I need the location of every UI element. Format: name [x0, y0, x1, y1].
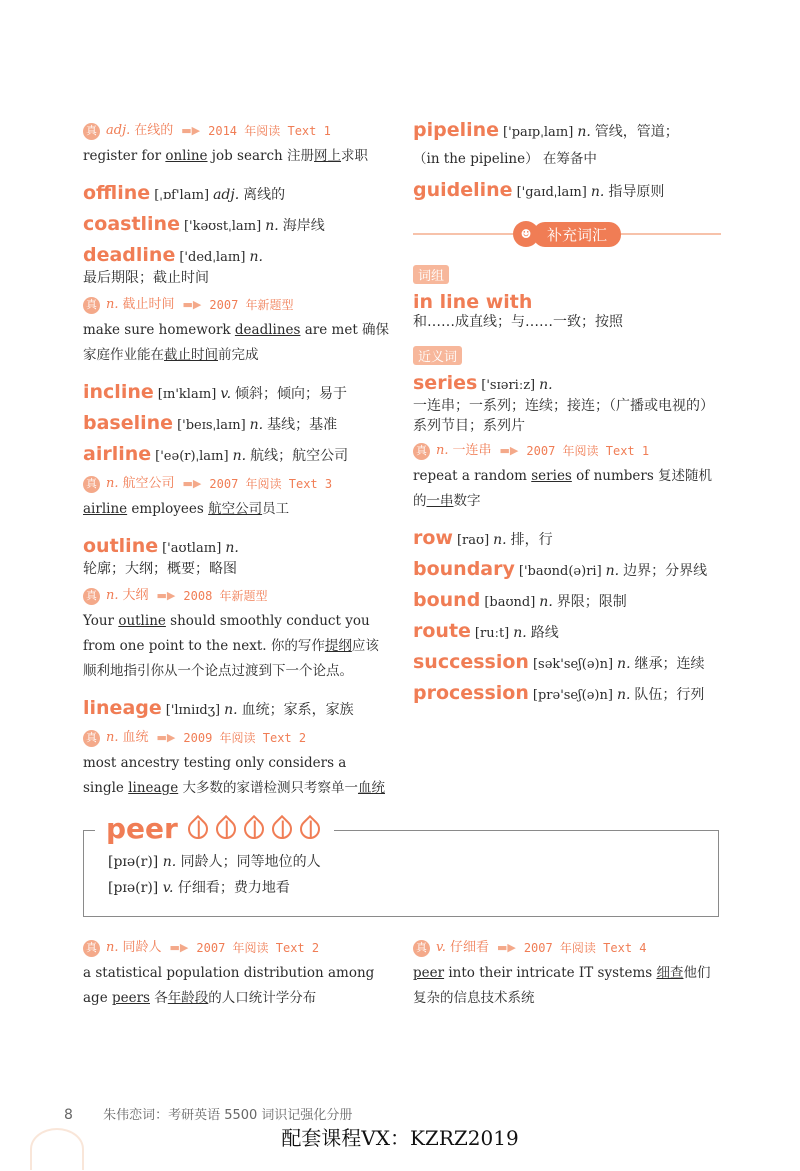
example-sentence: peer into their intricate IT systems 细查他们复杂的信息技术系统	[413, 965, 711, 1006]
exam-badge: 真	[83, 588, 100, 605]
arrow-icon: ▬▶	[496, 941, 516, 954]
arrow-icon: ▬▶	[182, 477, 202, 490]
source-line: 真 adj. 在线的 ▬▶ 2014 年阅读 Text 1	[83, 122, 391, 140]
leaf-icon	[240, 814, 268, 842]
source-line: 真 n. 血统 ▬▶ 2009 年阅读 Text 2	[83, 729, 391, 747]
example-sentence: most ancestry testing only considers a single lineage 大多数的家谱检测只考察单一血统	[83, 755, 385, 796]
entry-procession: procession [prə'seʃ(ə)n] n. 队伍；行列	[413, 682, 705, 704]
entry-coastline: coastline ['kəʊstˌlaɪn] n. 海岸线	[83, 213, 325, 235]
book-title: 朱伟恋词：考研英语 5500 词识记强化分册	[103, 1108, 353, 1123]
owl-icon: ☻	[513, 221, 539, 247]
left-column	[83, 120, 391, 815]
exam-badge: 真	[83, 476, 100, 493]
divider	[300, 830, 718, 831]
watermark-text: 配套课程VX：KZRZ2019	[281, 1126, 519, 1150]
entry-airline: airline ['eə(r)ˌlaɪn] n. 航线；航空公司	[83, 443, 349, 465]
divider	[621, 233, 721, 235]
exam-badge: 真	[413, 443, 430, 460]
exam-badge: 真	[83, 123, 100, 140]
leaf-icon	[184, 814, 212, 842]
entry-guideline: guideline ['gaɪdˌlaɪn] n. 指导原则	[413, 179, 665, 201]
example-sentence: make sure homework deadlines are met 确保家庭作业能在截止时间前完成	[83, 322, 390, 363]
arrow-icon: ▬▶	[182, 298, 202, 311]
arrow-icon: ▬▶	[156, 589, 176, 602]
exam-badge: 真	[83, 940, 100, 957]
entry-lineage: lineage ['lɪniɪdʒ] n. 血统；家系，家族	[83, 697, 354, 719]
arrow-icon: ▬▶	[169, 941, 189, 954]
pipeline-phrase: （in the pipeline） 在筹备中	[413, 151, 597, 167]
example-sentence: register for online job search 注册网上求职	[83, 148, 369, 164]
entry-deadline: deadline ['dedˌlaɪn] n. 最后期限；截止时间	[83, 244, 263, 286]
arrow-icon: ▬▶	[156, 731, 176, 744]
exam-badge: 真	[83, 730, 100, 747]
entry-row: row [raʊ] n. 排，行	[413, 527, 553, 549]
arrow-icon: ▬▶	[499, 444, 519, 457]
entry-route: route [ruːt] n. 路线	[413, 620, 559, 642]
peer-def-verb: [pɪə(r)] v. 仔细看；费力地看	[108, 880, 290, 896]
example-sentence: Your outline should smoothly conduct you from one point to the next. 你的写作提纲应该顺利地指引你从一个论点过渡到下一个论点。	[83, 613, 379, 679]
peer-word: peer	[106, 812, 178, 845]
supplement-banner	[413, 221, 721, 247]
peer-def-noun: [pɪə(r)] n. 同龄人；同等地位的人	[108, 854, 321, 870]
source-line: 真 n. 航空公司 ▬▶ 2007 年阅读 Text 3	[83, 475, 391, 493]
example-sentence: repeat a random series of numbers 复述随机的一串数字	[413, 468, 713, 509]
source-line: 真 v. 仔细看 ▬▶ 2007 年阅读 Text 4	[413, 939, 721, 957]
peer-example-noun	[83, 937, 391, 1025]
entry-boundary: boundary ['baʊnd(ə)ri] n. 边界；分界线	[413, 558, 708, 580]
entry-series: series ['sɪəriːz] n. 一连串；一系列；连续；接连；（广播或电视的）系列节目；系列片	[413, 372, 714, 434]
entry-incline: incline [ɪn'klaɪn] v. 倾斜；倾向；易于	[83, 381, 348, 403]
exam-badge: 真	[413, 940, 430, 957]
entry-bound: bound [baʊnd] n. 界限；限制	[413, 589, 627, 611]
peer-example-verb	[413, 937, 721, 1025]
divider	[83, 830, 95, 831]
tag-synonym: 近义词	[413, 346, 462, 365]
source-line: 真 n. 一连串 ▬▶ 2007 年阅读 Text 1	[413, 442, 721, 460]
leaf-icon	[296, 814, 324, 842]
source-line: 真 n. 同龄人 ▬▶ 2007 年阅读 Text 2	[83, 939, 391, 957]
entry-succession: succession [sək'seʃ(ə)n] n. 继承；连续	[413, 651, 705, 673]
peer-heading	[96, 812, 334, 845]
entry-offline: offline [ˌɒf'laɪn] adj. 离线的	[83, 182, 286, 204]
divider	[413, 233, 513, 235]
example-sentence: airline employees 航空公司员工	[83, 501, 290, 517]
entry-in-line-with: in line with 和……成直线；与……一致；按照	[413, 291, 623, 330]
example-sentence: a statistical population distribution among age peers 各年龄段的人口统计学分布	[83, 965, 375, 1006]
entry-baseline: baseline ['beɪsˌlaɪn] n. 基线；基准	[83, 412, 338, 434]
entry-outline: outline ['aʊtlaɪn] n. 轮廓；大纲；概要；略图	[83, 535, 239, 577]
leaf-icon	[212, 814, 240, 842]
source-line: 真 n. 大纲 ▬▶ 2008 年新题型	[83, 587, 391, 605]
right-column	[413, 120, 721, 714]
leaf-icon	[268, 814, 296, 842]
entry-pipeline: pipeline ['paɪpˌlaɪn] n. 管线，管道；	[413, 119, 679, 141]
page-footer	[64, 1104, 352, 1123]
tag-phrase: 词组	[413, 265, 449, 284]
arrow-icon: ▬▶	[181, 124, 201, 137]
banner-label: 补充词汇	[533, 222, 621, 247]
page-number: 8	[64, 1107, 73, 1123]
exam-badge: 真	[83, 297, 100, 314]
source-line: 真 n. 截止时间 ▬▶ 2007 年新题型	[83, 296, 391, 314]
